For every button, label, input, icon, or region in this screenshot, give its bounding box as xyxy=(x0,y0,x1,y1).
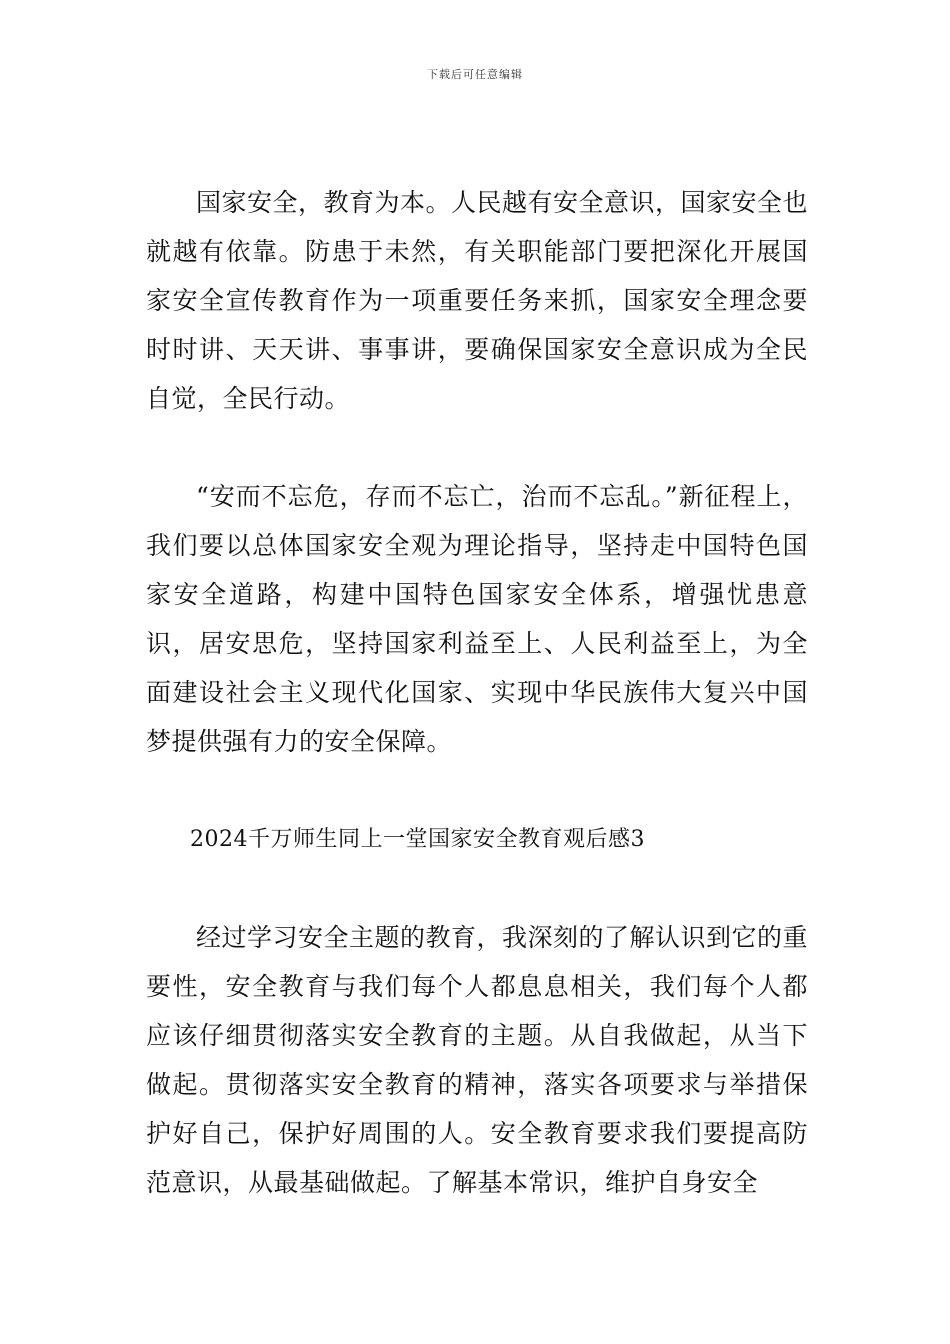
paragraph-education: 国家安全，教育为本。人民越有安全意识，国家安全也就越有依靠。防患于未然，有关职能部门要把深化开展国家安全宣传教育作为一项重要任务来抓，国家安全理念要时时讲、天天讲、事事讲，要确保国家安全意识成为全民自觉，全民行动。 xyxy=(146,188,809,413)
paragraph-section-body: 经过学习安全主题的教育，我深刻的了解认识到它的重要性，安全教育与我们每个人都息息相关，我们每个人都应该仔细贯彻落实安全教育的主题。从自我做起，从当下做起。贯彻落实安全教育的精神，落实各项要求与举措保护好自己，保护好周围的人。安全教育要求我们要提高防范意识，从最基础做起。了解基本常识，维护自身安全 xyxy=(146,923,809,1197)
header-note: 下载后可任意编辑 xyxy=(427,68,523,81)
paragraph-security-quote: “安而不忘危，存而不忘亡，治而不忘乱。”新征程上，我们要以总体国家安全观为理论指导，坚持走中国特色国家安全道路，构建中国特色国家安全体系，增强忧患意识，居安思危，坚持国家利益至上、人民利益至上，为全面建设社会主义现代化国家、实现中华民族伟大复兴中国梦提供强有力的安全保障。 xyxy=(146,482,808,756)
document-body xyxy=(146,178,808,1207)
section-title: 2024千万师生同上一堂国家安全教育观后感3 xyxy=(190,827,645,852)
